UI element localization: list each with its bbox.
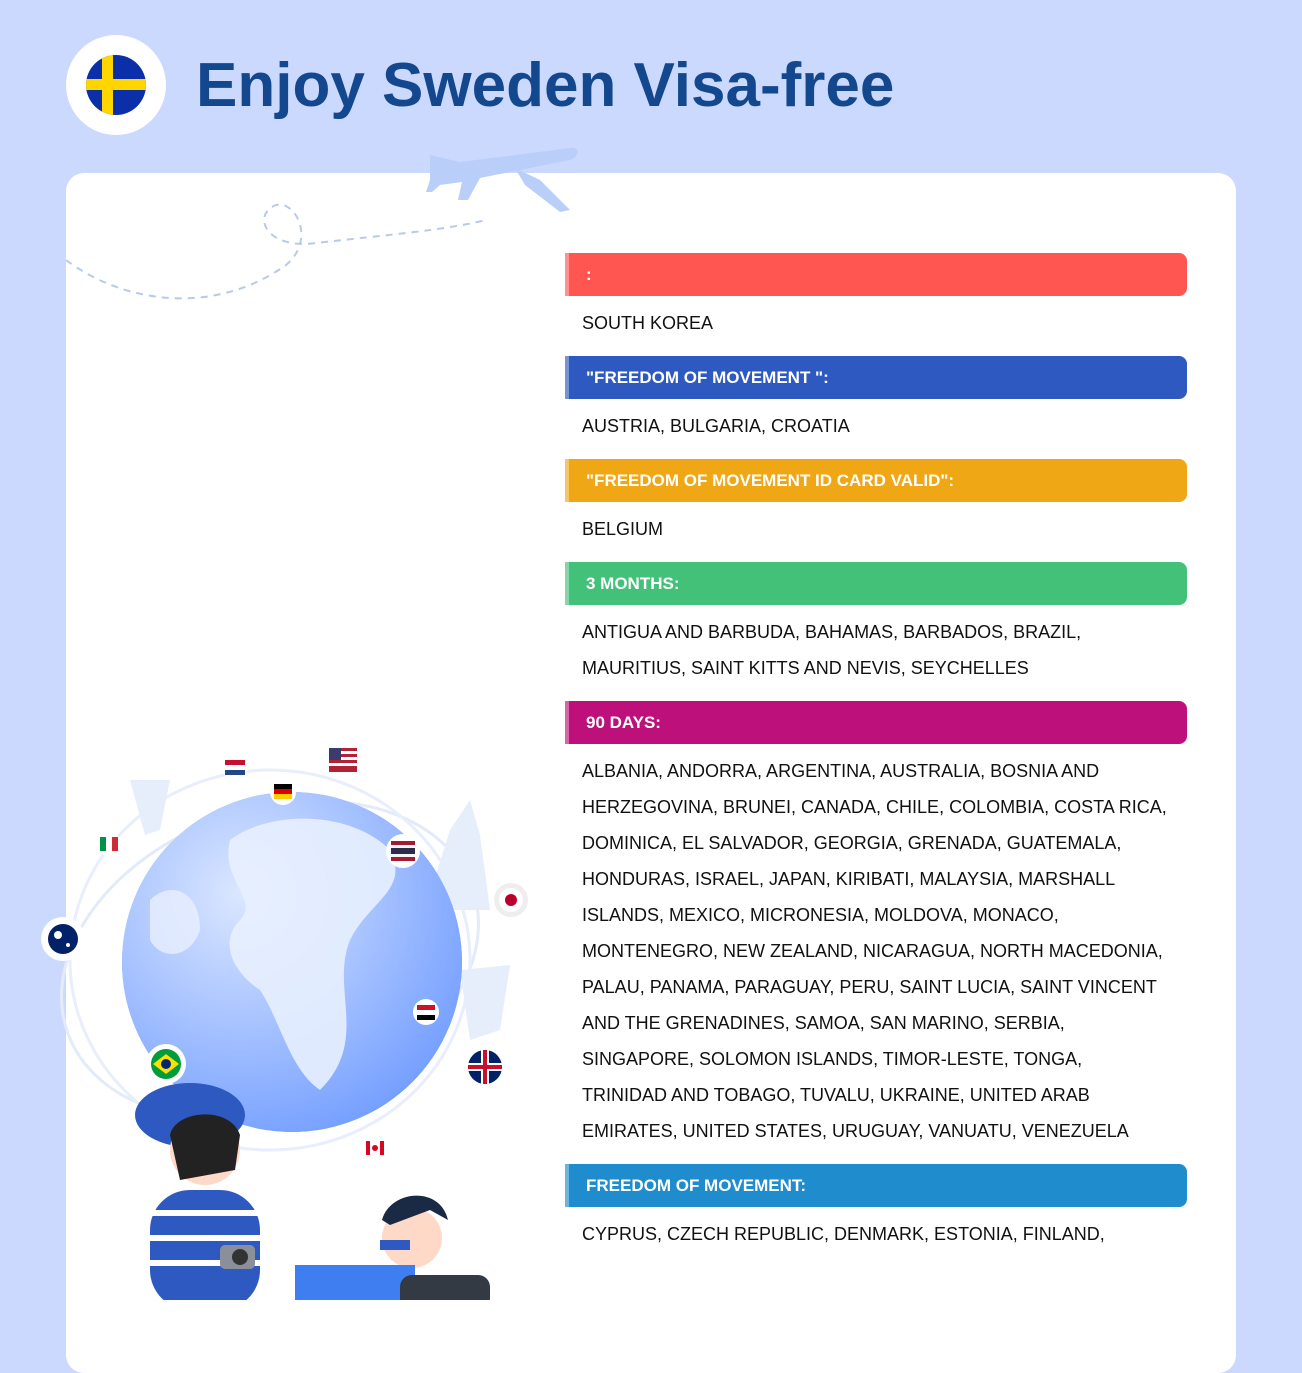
section-body: SOUTH KOREA [582,313,714,333]
travel-illustration [30,740,530,1300]
airplane-icon [420,140,590,220]
section-3-months [565,562,1187,701]
section-heading: FREEDOM OF MOVEMENT: [565,1164,1187,1207]
section-90-days [565,701,1187,1164]
section-body: BELGIUM [582,519,664,539]
section-heading: 3 MONTHS: [565,562,1187,605]
section-body: CYPRUS, CZECH REPUBLIC, DENMARK, ESTONIA, FINLAND, [582,1224,1105,1244]
page-title: Enjoy Sweden Visa-free [196,50,895,120]
section-body: ALBANIA, ANDORRA, ARGENTINA, AUSTRALIA, BOSNIA AND HERZEGOVINA, BRUNEI, CANADA, CHILE, COLOMBIA, COSTA RICA, DOMINICA, EL SALVADOR, GEORGIA, GRENADA, GUATEMALA, HONDURAS, ISRAEL, JAPAN, KIRIBATI, MALAYSIA, MARSHALL ISLANDS, MEXICO, MICRONESIA, MOLDOVA, MONACO, MONTENEGRO, NEW ZEALAND, NICARAGUA, NORTH MACEDONIA, PALAU, PANAMA, PARAGUAY, PERU, SAINT LUCIA, SAINT VINCENT AND THE GRENADINES, SAMOA, SAN MARINO, SERBIA, SINGAPORE, SOLOMON ISLANDS, TIMOR-LESTE, TONGA, TRINIDAD AND TOBAGO, TUVALU, UKRAINE, UNITED ARAB EMIRATES, UNITED STATES, URUGUAY, VANUATU, VENEZUELA [582,761,1167,1141]
section-heading: "FREEDOM OF MOVEMENT ": [565,356,1187,399]
section-heading: : [565,253,1187,296]
flag-badge [66,35,166,135]
section-visa-free-country [565,253,1187,356]
section-heading: "FREEDOM OF MOVEMENT ID CARD VALID": [565,459,1187,502]
section-freedom-of-movement [565,356,1187,459]
section-freedom-of-movement-2 [565,1164,1187,1267]
page-header [66,35,894,135]
section-freedom-of-movement-id-card [565,459,1187,562]
section-body: ANTIGUA AND BARBUDA, BAHAMAS, BARBADOS, BRAZIL, MAURITIUS, SAINT KITTS AND NEVIS, SEYCHELLES [582,622,1082,678]
visa-policy-sections [565,253,1187,1267]
section-body: AUSTRIA, BULGARIA, CROATIA [582,416,850,436]
section-heading: 90 DAYS: [565,701,1187,744]
sweden-flag-icon [85,54,147,116]
